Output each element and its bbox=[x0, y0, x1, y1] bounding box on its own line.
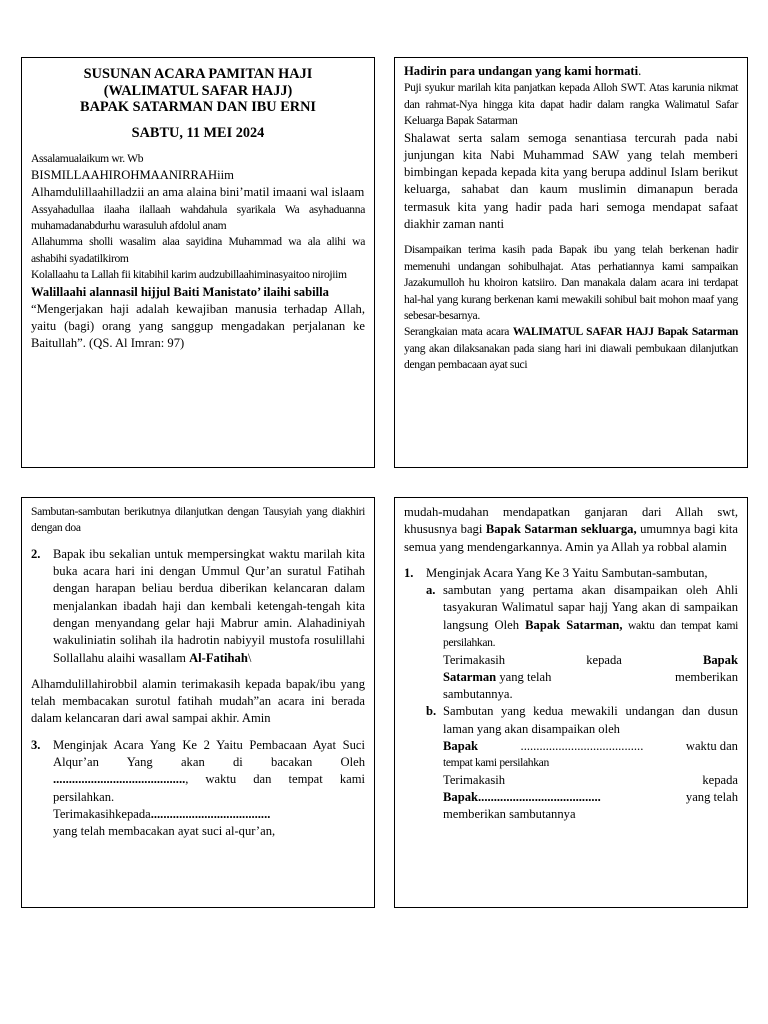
sub-b-text: Sambutan yang kedua mewakili undangan dan dusun laman yang akan disampaikan oleh bbox=[443, 704, 738, 736]
sub-b-bapak2-line bbox=[443, 789, 738, 806]
item-1-text: Menginjak Acara Yang Ke 3 Yaitu Sambutan-sambutan, bbox=[426, 565, 708, 580]
paragraph-sholawat: Allahumma sholli wasalim alaa sayidina Muhammad wa ala alihi wa ashabihi syadatilkirom bbox=[31, 235, 365, 265]
paragraph-walillaahi bbox=[31, 284, 365, 301]
salam: Assalamualaikum wr. Wb bbox=[31, 151, 144, 165]
paragraph-terima-kasih: Disampaikan terima kasih pada Bapak ibu yang telah berkenan hadir memenuhi undangan sohibulhajat. Atas perhatiannya kami sampaikan Jazakumulloh hu khoiron katsiiro. Dan manakala dalam acara ini terdapat hal-hal yang kurang berkenan kami mewakili sohibul bait mohon maaf yang sebesar-besarnya. bbox=[404, 243, 738, 322]
sub-b-thanks-w1: Terimakasih bbox=[443, 772, 506, 787]
paragraph-serangkaian bbox=[404, 324, 738, 373]
sub-item-a bbox=[426, 582, 738, 703]
sub-b-dots2: ....................................... bbox=[478, 790, 601, 805]
sub-a-name: Satarman bbox=[443, 669, 497, 684]
sub-a-thanks-w1: Terimakasih bbox=[443, 652, 506, 667]
sub-a-end-line: sambutannya. bbox=[443, 687, 513, 702]
sub-item-b bbox=[426, 703, 738, 823]
item-3-thanks bbox=[53, 806, 365, 823]
card-fatihah bbox=[21, 497, 375, 908]
item-1-number: 1. bbox=[404, 565, 414, 580]
sub-a-end-w: memberikan bbox=[675, 669, 738, 684]
item-2-text bbox=[53, 546, 365, 667]
sub-a-thanks-w2: kepada bbox=[586, 652, 622, 667]
serangkaian-bold: WALIMATUL SAFAR HAJJ Bapak Satarman bbox=[512, 325, 739, 339]
list-item-1 bbox=[404, 565, 738, 824]
mudah-rest: umumnya bagi kita semua yang mendengarkannya. Amin ya Allah ya robbal alamin bbox=[404, 522, 738, 554]
title-line-2: (WALIMATUL SAFAR HAJJ) bbox=[103, 82, 293, 99]
paragraph-syahadat: Assyahadullaa ilaaha ilallaah wahdahula syarikala Wa asyhaduanna muhamadanabdurhu warasuluh afdolul anam bbox=[31, 202, 365, 232]
sub-a-thanks-2 bbox=[443, 669, 738, 686]
sub-a-thanks-w3: Bapak bbox=[702, 652, 738, 667]
sub-b-bapak2: Bapak bbox=[443, 790, 479, 805]
sub-b-thanks-w2: kepada bbox=[702, 772, 738, 787]
card-sambutan bbox=[394, 497, 748, 908]
paragraph-intro: Sambutan-sambutan berikutnya dilanjutkan dengan Tausyiah yang diakhiri dengan doa bbox=[31, 505, 365, 535]
title-line-1: SUSUNAN ACARA PAMITAN HAJI bbox=[83, 66, 313, 82]
sub-a-text bbox=[443, 582, 738, 651]
sub-b-mid: yang telah bbox=[685, 790, 738, 805]
card-opening bbox=[21, 57, 375, 468]
paragraph-kolallaahu: Kolallaahu ta Lallah fii kitabihil karim audzubillaahiminasyaitoo nirojiim bbox=[31, 268, 347, 282]
item-2-number: 2. bbox=[31, 546, 41, 561]
item-2-text-main: Bapak ibu sekalian untuk mempersingkat waktu marilah kita buka acara hari ini dengan Ummul Qur’an suratul Fatihah dengan harapan beliau berdua diberikan kelancaran dalam menjalankan ibadah haji dan kembali ketengah-tengah kita dengan menyandang gelar haji Mabrur amin. Alahadiniyah wakuliniatin solihah ila hadrotin nabiyyil mustofa rosulillahi Sollallahu alaihi wasallam bbox=[53, 546, 365, 665]
sub-b-end: memberikan sambutannya bbox=[443, 807, 576, 822]
sub-b-dots: ....................................... bbox=[520, 739, 644, 754]
item-3-text-main: Menginjak Acara Yang Ke 2 Yaitu Pembacaan Ayat Suci Alqur’an Yang akan di bacakan Oleh bbox=[53, 737, 365, 770]
paragraph-mudah-mudahan bbox=[404, 504, 738, 556]
item-3-end: yang telah membacakan ayat suci al-qur’an, bbox=[53, 824, 276, 839]
welcome-heading-end: . bbox=[638, 64, 642, 78]
item-2-end: \ bbox=[247, 650, 252, 665]
paragraph-quote: “Mengerjakan haji adalah kewajiban manusia terhadap Allah, yaitu (bagi) orang yang sanggup mengadakan perjalanan ke Baitullah”. (QS. Al Imran: 97) bbox=[31, 301, 365, 351]
item-2-fatihah: Al-Fatihah bbox=[189, 650, 248, 665]
title-line-3: BAPAK SATARMAN DAN IBU ERNI bbox=[80, 99, 316, 115]
sub-a-bold: Bapak Satarman, bbox=[525, 617, 623, 632]
sub-b-place: tempat kami persilahkan bbox=[443, 756, 549, 770]
paragraph-alhamdulillah: Alhamdulillahirobbil alamin terimakasih kepada bapak/ibu yang telah membacakan surotul fatihah mudah”an acara ini berada dalam kelancaran dari awal sampai akhir. Amin bbox=[31, 676, 365, 726]
sub-b-bapak: Bapak bbox=[443, 739, 479, 754]
walillaahi-bold: Walillaahi alannasil hijjul Baiti Manistato’ ilaihi sabilla bbox=[31, 284, 329, 299]
paragraph-shalawat: Shalawat serta salam semoga senantiasa tercurah pada nabi junjungan kita Nabi Muhammad SAW yang telah memberi bimbingan kepada kepada kita yang berupa addinul Islam berikut keluarga, sahabat dan kaum muslimin dimanapun berada termasuk kita yang hadir pada hari semoga mendapat safaat diakhir zaman nanti bbox=[404, 130, 738, 231]
sub-a-end: waktu dan tempat kami persilahkan. bbox=[443, 618, 738, 650]
mudah-bold: Bapak Satarman sekluarga, bbox=[485, 522, 637, 537]
serangkaian-rest: yang akan dilaksanakan pada siang hari ini diawali pembukaan dilanjutkan dengan pembacaan ayat suci bbox=[404, 341, 738, 372]
sub-b-bapak-line bbox=[443, 738, 738, 755]
list-item-2 bbox=[31, 546, 365, 667]
sub-a-mid: yang telah bbox=[496, 669, 552, 684]
item-3-number: 3. bbox=[31, 737, 41, 752]
sub-a-thanks bbox=[443, 652, 738, 669]
paragraph-hamdalah: Alhamdulillaahilladzii an ama alaina bini’matil imaani wal islaam bbox=[31, 185, 365, 200]
welcome-heading-bold: Hadirin para undangan yang kami hormati bbox=[404, 64, 639, 78]
sub-a-main: sambutan yang pertama akan disampaikan oleh Ahli tasyakuran Walimatul sapar hajj Yang akan di sampaikan langsung Oleh bbox=[443, 583, 738, 632]
item-3-text bbox=[53, 737, 365, 806]
sub-b-after: waktu dan bbox=[685, 739, 738, 754]
card-welcome bbox=[394, 57, 748, 468]
event-date: SABTU, 11 MEI 2024 bbox=[131, 124, 265, 141]
sub-b-thanks bbox=[443, 772, 738, 789]
item-3-dots: .......................................... bbox=[53, 772, 186, 787]
list-item-3 bbox=[31, 737, 365, 841]
serangkaian-text: Serangkaian mata acara bbox=[404, 325, 513, 339]
sub-b-label: b. bbox=[426, 704, 437, 719]
sub-a-label: a. bbox=[426, 583, 436, 598]
item-3-thanks-dots: ...................................... bbox=[150, 806, 271, 821]
item-3-text-end: , waktu dan tempat kami persilahkan. bbox=[53, 772, 365, 804]
item-3-thanks-label: Terimakasihkepada bbox=[53, 806, 151, 821]
paragraph-puji-syukur: Puji syukur marilah kita panjatkan kepada Alloh SWT. Atas karunia nikmat dan rahmat-Nya hingga kita dapat hadir dalam rangka Walimatul Safar Keluarga Bapak Satarman bbox=[404, 81, 738, 128]
mudah-text: mudah-mudahan mendapatkan ganjaran dari Allah swt, khususnya bagi bbox=[404, 505, 738, 537]
welcome-heading bbox=[404, 63, 738, 80]
bismillah: BISMILLAAHIROHMAANIRRAHiim bbox=[31, 167, 234, 182]
